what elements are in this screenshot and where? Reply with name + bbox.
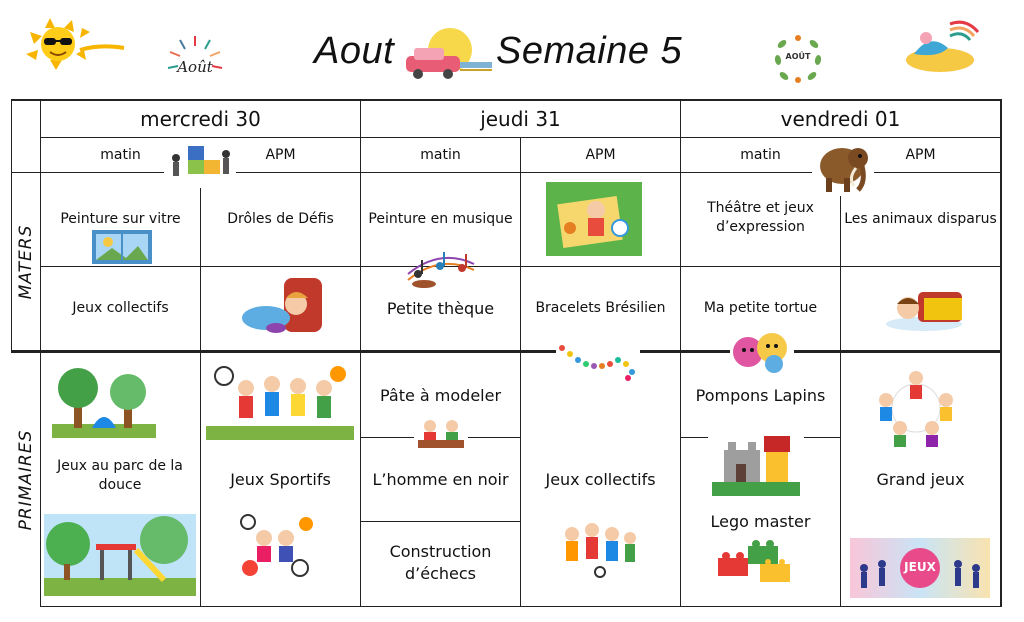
slot-header-jeu-apm: APM	[585, 147, 616, 163]
page-title-month: Aout	[314, 30, 395, 72]
primaires-ven-apm: Grand jeux	[876, 470, 965, 489]
picnic-child-image	[546, 182, 642, 256]
primaires-jeu-matin-3: Construction d’échecs	[389, 542, 492, 583]
park-trees-image	[52, 362, 156, 438]
maters-mer-matin-1: Peinture sur vitre	[60, 211, 181, 227]
bracelet-beads-image	[556, 334, 640, 382]
primaires-mer-apm: Jeux Sportifs	[230, 470, 331, 489]
slot-header-mer-matin: matin	[100, 147, 141, 163]
grid-line-top	[11, 99, 1001, 101]
grid-line-col-360	[360, 99, 361, 607]
music-notes-image	[404, 244, 478, 288]
aout-logo-text: Août	[177, 58, 213, 76]
beach-splash-icon	[900, 14, 984, 76]
maters-jeu-matin-2: Petite thèque	[386, 299, 495, 318]
group-label-primaires: PRIMAIRES	[16, 429, 36, 531]
maters-ven-matin-1: Théâtre et jeux d’expression	[707, 200, 814, 235]
sun-icon	[20, 14, 128, 72]
circle-kids-image	[870, 366, 962, 450]
grid-line-col-520	[520, 137, 521, 607]
grid-line-jeu-prim-2	[361, 521, 520, 522]
primaires-ven-matin-2: Lego master	[710, 512, 811, 531]
lego-castle-image	[708, 428, 804, 500]
maters-jeu-matin-1: Peinture en musique	[368, 211, 513, 227]
jeux-banner-text: JEUX	[904, 560, 936, 574]
vacation-car-icon	[398, 26, 494, 82]
puzzle-team-icon	[164, 140, 236, 188]
grid-line-maters-bottom	[11, 350, 1001, 353]
maters-ven-matin-2: Ma petite tortue	[703, 300, 818, 316]
kids-balls-image	[236, 512, 316, 578]
sleeping-bed-image	[884, 282, 966, 332]
page-title-week: Semaine 5	[496, 30, 683, 72]
playground-image	[44, 514, 196, 596]
day-header-mercredi: mercredi 30	[140, 107, 261, 131]
maters-jeu-apm-2: Bracelets Brésilien	[535, 300, 666, 316]
primaires-jeu-matin-2: L’homme en noir	[372, 470, 509, 489]
lego-bricks-image	[712, 540, 798, 586]
slot-header-mer-apm: APM	[265, 147, 296, 163]
playdough-kids-image	[414, 414, 468, 452]
grid-line-left	[11, 99, 12, 351]
maters-ven-apm-1: Les animaux disparus	[844, 211, 997, 227]
aout-wreath-text: AOÛT	[785, 52, 811, 61]
slot-header-jeu-matin: matin	[420, 147, 461, 163]
day-header-jeudi: jeudi 31	[480, 107, 561, 131]
window-painting-image	[88, 230, 156, 264]
primaires-jeu-matin-1: Pâte à modeler	[379, 386, 502, 405]
sleeping-child-image	[236, 276, 326, 336]
maters-mer-matin-2: Jeux collectifs	[72, 300, 169, 316]
group-label-maters: MATERS	[16, 224, 36, 300]
kids-playing-image	[556, 516, 640, 580]
sports-kids-image	[206, 362, 354, 440]
primaires-mer-matin: Jeux au parc de la douce	[57, 458, 183, 493]
slot-header-ven-matin: matin	[740, 147, 781, 163]
grid-line-col-840	[840, 137, 841, 607]
primaires-ven-matin-1: Pompons Lapins	[695, 386, 826, 405]
grid-line-right	[1000, 99, 1002, 607]
pompons-image	[730, 328, 794, 374]
jeux-banner-image	[850, 538, 990, 598]
mammoth-icon	[812, 138, 874, 196]
grid-line-col-200	[200, 172, 201, 607]
grid-line-groups	[40, 99, 41, 607]
primaires-jeu-apm: Jeux collectifs	[545, 470, 656, 489]
day-header-vendredi: vendredi 01	[780, 107, 901, 131]
maters-mer-apm-1: Drôles de Défis	[227, 211, 334, 227]
slot-header-ven-apm: APM	[905, 147, 936, 163]
